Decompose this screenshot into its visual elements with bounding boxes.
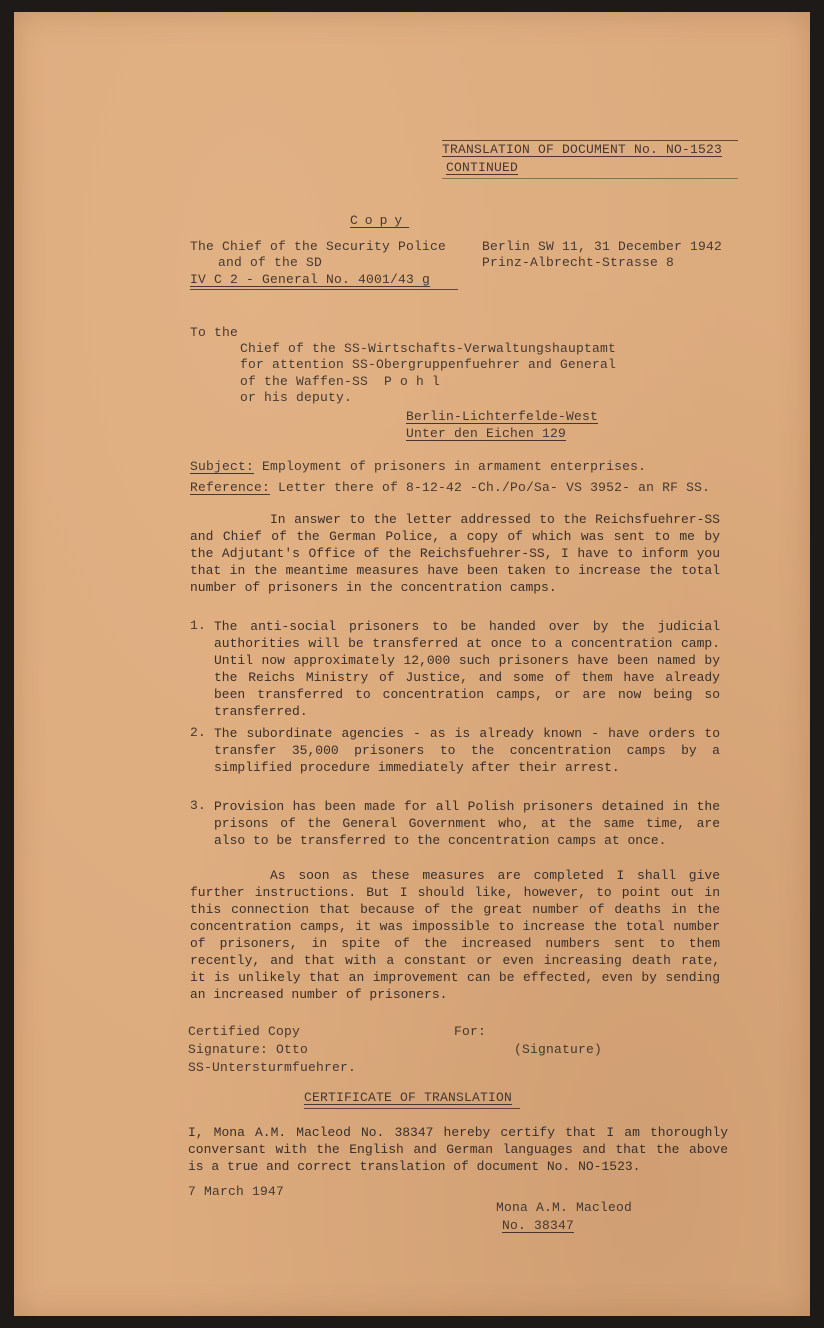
item-2-text: The subordinate agencies - as is already known - have orders to transfer 35,000 prisoners to the concentration camps by a simplified procedure immediately after their arrest. [214, 726, 720, 775]
reference-line [190, 480, 710, 496]
certificate-text: I, Mona A.M. Macleod No. 38347 hereby certify that I am thoroughly conversant with the English and German languages and that the above is a true and correct translation of document No. NO-1523. [188, 1125, 728, 1174]
closing-paragraph: As soon as these measures are completed I shall give further instructions. But I should like, however, to point out in this connection that because of the great number of deaths in the concentration camps, it was impossible to increase the total number of prisoners, in spite of the increased numbers sent to them recently, and that with a constant or even increasing death rate, it is unlikely that an improvement can be effected, even by sending an increased number of prisoners. [190, 868, 720, 1002]
signer-rank: SS-Untersturmfuehrer. [188, 1060, 357, 1075]
recipient-line-2: for attention SS-Obergruppenfuehrer and General [240, 357, 617, 372]
recipient-to: To the [190, 325, 239, 340]
sender-line-2: and of the SD [218, 255, 323, 270]
header-continued: CONTINUED [446, 160, 519, 175]
translator-name: Mona A.M. Macleod [496, 1200, 633, 1215]
item-1-number: 1. [190, 618, 207, 633]
reference-label: Reference: [190, 480, 271, 495]
recipient-line-4: or his deputy. [240, 390, 353, 405]
subject-label: Subject: [190, 459, 255, 474]
for-label: For: [454, 1024, 487, 1039]
certificate-title: CERTIFICATE OF TRANSLATION [304, 1090, 513, 1105]
certificate-date: 7 March 1947 [188, 1184, 285, 1199]
sender-line-1: The Chief of the Security Police [190, 239, 447, 254]
subject-text: Employment of prisoners in armament enterprises. [254, 459, 647, 474]
sender-rule [190, 289, 458, 290]
subject-line [190, 459, 646, 475]
recipient-address-1: Berlin-Lichterfelde-West [406, 409, 599, 424]
document-page [14, 12, 810, 1316]
signature-otto: Signature: Otto [188, 1042, 309, 1057]
item-3-number: 3. [190, 798, 207, 813]
recipient-line-3: of the Waffen-SS P o h l [240, 374, 441, 389]
signature-placeholder: (Signature) [514, 1042, 603, 1057]
recipient-address-2: Unter den Eichen 129 [406, 426, 567, 441]
place-date-line-1: Berlin SW 11, 31 December 1942 [482, 239, 723, 254]
translation-header: TRANSLATION OF DOCUMENT No. NO-1523 [442, 142, 723, 157]
item-1-text: The anti-social prisoners to be handed over by the judicial authorities will be transferred at once to a concentration camp. Until now approximately 12,000 such prisoners have been named by the Reichs Ministry of Justice, and some of them have already been transferred to concentration camps, or are now being so transferred. [214, 619, 720, 719]
place-date-line-2: Prinz-Albrecht-Strasse 8 [482, 255, 675, 270]
certificate-rule [304, 1108, 520, 1109]
item-3-text: Provision has been made for all Polish prisoners detained in the prisons of the General Government who, at the same time, are also to be transferred to the concentration camps at once. [214, 799, 720, 848]
header-dash-rule [442, 178, 738, 179]
recipient-line-1: Chief of the SS-Wirtschafts-Verwaltungshauptamt [240, 341, 617, 356]
translator-number: No. 38347 [502, 1218, 575, 1233]
sender-reference: IV C 2 - General No. 4001/43 g [190, 272, 431, 287]
item-2-number: 2. [190, 725, 207, 740]
copy-label: Copy [350, 213, 410, 228]
reference-text: Letter there of 8-12-42 -Ch./Po/Sa- VS 3952- an RF SS. [270, 480, 711, 495]
certified-copy: Certified Copy [188, 1024, 301, 1039]
header-rule [442, 140, 738, 141]
intro-paragraph: In answer to the letter addressed to the Reichsfuehrer-SS and Chief of the German Police, a copy of which was sent to me by the Adjutant's Office of the Reichsfuehrer-SS, I have to inform you that in the meantime measures have been taken to increase the total number of prisoners in the concentration camps. [190, 512, 720, 595]
